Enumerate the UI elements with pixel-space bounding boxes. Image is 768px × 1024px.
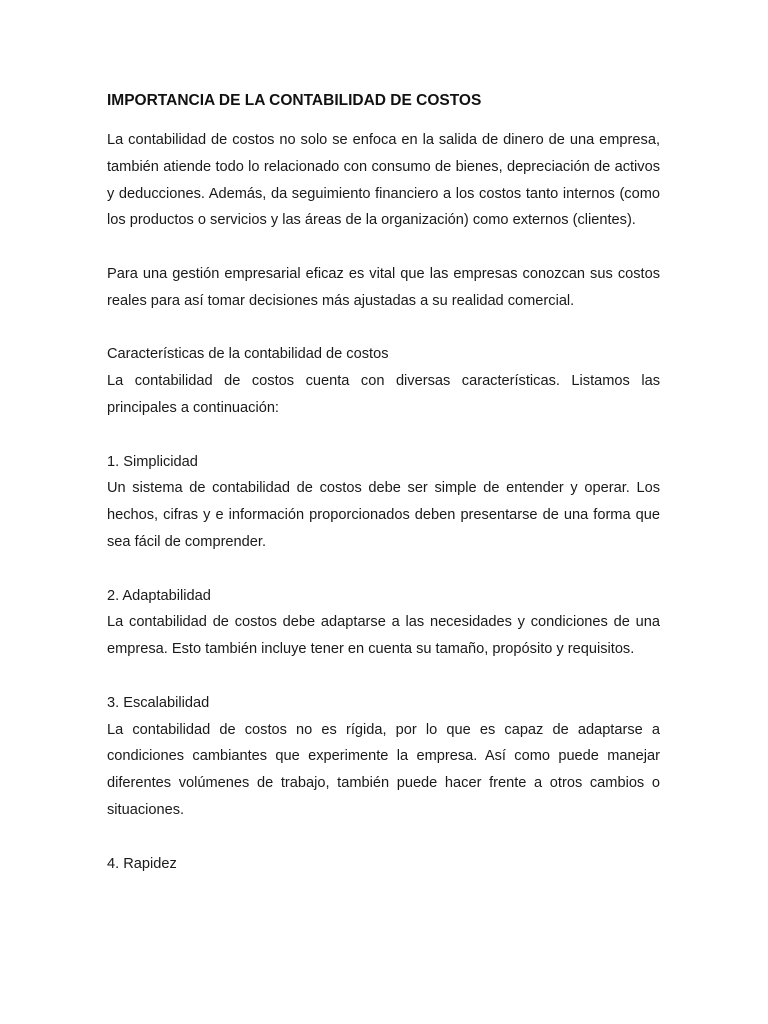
paragraph-spacer (107, 556, 660, 583)
document-page (107, 88, 660, 877)
item-text-adaptabilidad: La contabilidad de costos debe adaptarse a las necesidades y condiciones de una empresa. Esto también incluye tener en cuenta su tamaño, propósito y requisitos. (107, 614, 660, 658)
paragraph-spacer (107, 824, 660, 851)
item-heading-escalabilidad: 3. Escalabilidad (107, 694, 210, 711)
paragraph-spacer (107, 663, 660, 690)
intro-paragraph-2: Para una gestión empresarial eficaz es vital que las empresas conozcan sus costos reales para así tomar decisiones más ajustadas a su realidad comercial. (107, 265, 660, 309)
item-heading-adaptabilidad: 2. Adaptabilidad (107, 587, 211, 604)
characteristics-intro: La contabilidad de costos cuenta con diversas características. Listamos las principales a continuación: (107, 373, 660, 416)
document-title: IMPORTANCIA DE LA CONTABILIDAD DE COSTOS (107, 92, 482, 109)
item-heading-rapidez: 4. Rapidez (107, 855, 177, 872)
paragraph-spacer (107, 315, 660, 342)
intro-paragraph-1: La contabilidad de costos no solo se enfoca en la salida de dinero de una empresa, también atiende todo lo relacionado con consumo de bienes, depreciación de activos y deducciones. Además, da seguimiento financiero a los costos tanto internos (como los productos o servicios y las áreas de la organización) como externos (clientes). (107, 132, 660, 229)
paragraph-spacer (107, 422, 660, 449)
item-text-escalabilidad: La contabilidad de costos no es rígida, por lo que es capaz de adaptarse a condiciones cambiantes que experimente la empresa. Así como puede manejar diferentes volúmenes de trabajo, también puede hacer frente a otros cambios o situaciones. (107, 721, 660, 818)
item-text-simplicidad: Un sistema de contabilidad de costos debe ser simple de entender y operar. Los hechos, cifras y e información proporcionados deben presentarse de una forma que sea fácil de comprender. (107, 480, 660, 550)
item-heading-simplicidad: 1. Simplicidad (107, 453, 198, 470)
characteristics-heading: Características de la contabilidad de costos (107, 346, 389, 363)
paragraph-spacer (107, 234, 660, 261)
